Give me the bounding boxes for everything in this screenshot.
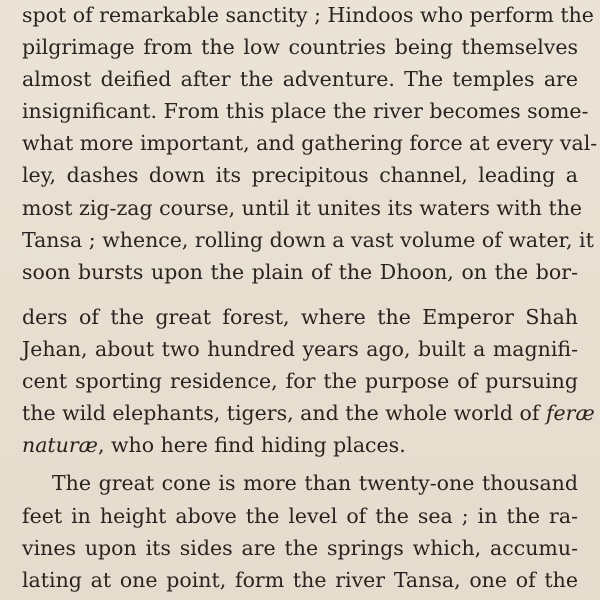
italic-naturae: naturæ	[22, 433, 98, 457]
text-line-6: ley, dashes down its precipitous channel, leading a	[22, 163, 578, 187]
text-line-2: pilgrimage from the low countries being themselves	[22, 35, 578, 59]
text-line-8: Tansa ; whence, rolling down a vast volume of water, it	[22, 228, 594, 252]
line-14-text: , who here find hiding places.	[97, 433, 406, 457]
text-line-9: soon bursts upon the plain of the Dhoon, on the bor-	[22, 260, 578, 284]
text-line-14	[22, 430, 578, 460]
text-line-11: Jehan, about two hundred years ago, built a magnifi-	[22, 337, 578, 361]
text-line-10: ders of the great forest, where the Emperor Shah	[22, 305, 578, 329]
italic-ferae: feræ	[545, 401, 595, 425]
line-13-text: the wild elephants, tigers, and the whole world of	[22, 401, 546, 425]
text-line-15: The great cone is more than twenty-one thousand	[52, 471, 578, 495]
text-line-12: cent sporting residence, for the purpose of pursuing	[22, 369, 578, 393]
text-line-13	[22, 398, 595, 428]
text-line-1: spot of remarkable sanctity ; Hindoos who perform the	[22, 3, 594, 27]
text-line-17: vines upon its sides are the springs which, accumu-	[22, 536, 578, 560]
text-line-7: most zig-zag course, until it unites its waters with the	[22, 196, 583, 220]
text-line-18: lating at one point, form the river Tansa, one of the	[22, 568, 578, 592]
text-line-5: what more important, and gathering force at every val-	[22, 131, 598, 155]
text-line-3: almost deified after the adventure. The temples are	[22, 67, 578, 91]
text-line-16: feet in height above the level of the sea ; in the ra-	[22, 504, 578, 528]
text-line-4: insignificant. From this place the river becomes some-	[22, 99, 589, 123]
